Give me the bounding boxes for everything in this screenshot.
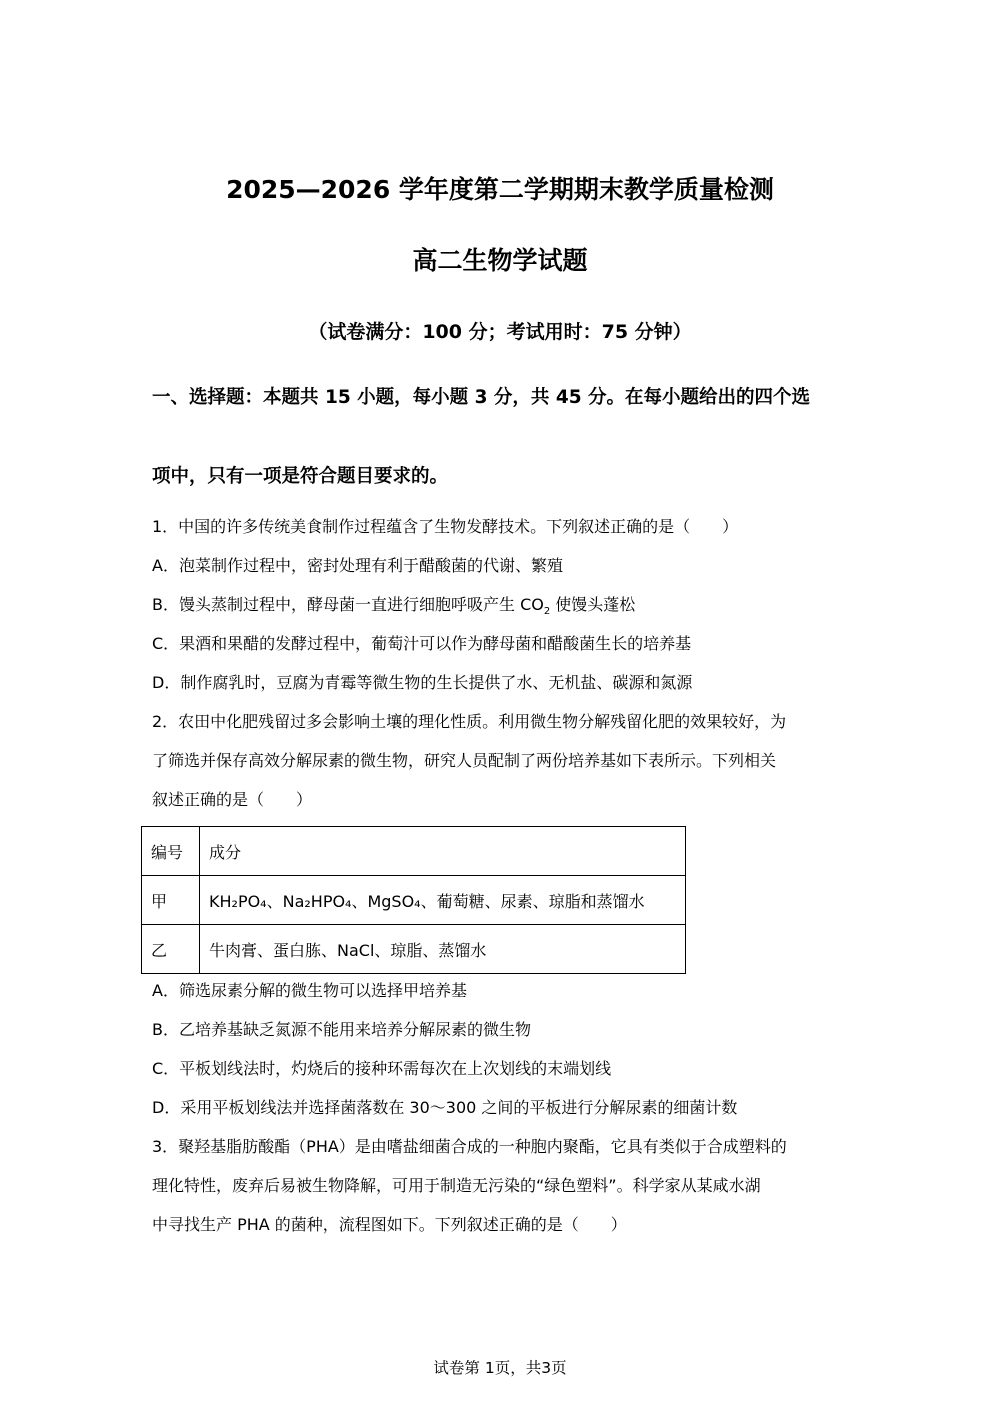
q1-option-c: C．果酒和果醋的发酵过程中，葡萄汁可以作为酵母菌和醋酸菌生长的培养基 xyxy=(152,634,692,653)
q1-option-b-tail: 使馒头蓬松 xyxy=(550,595,636,614)
q1-option-b-subscript: 2 xyxy=(543,606,551,618)
table-header-row xyxy=(142,827,686,876)
q2-stem-line-2: 了筛选并保存高效分解尿素的微生物，研究人员配制了两份培养基如下表所示。下列相关 xyxy=(152,751,777,770)
table-row xyxy=(142,925,686,974)
table-row-1-id: 甲 xyxy=(142,876,200,925)
table-row-2-id: 乙 xyxy=(142,925,200,974)
q3-stem-line-1: 3．聚羟基脂肪酸酯（PHA）是由嗜盐细菌合成的一种胞内聚酯，它具有类似于合成塑料的 xyxy=(152,1137,787,1156)
section-heading-line-2: 项中，只有一项是符合题目要求的。 xyxy=(152,466,449,487)
q1-option-b-text: B．馒头蒸制过程中，酵母菌一直进行细胞呼吸产生 CO xyxy=(152,595,544,614)
q1-stem: 1．中国的许多传统美食制作过程蕴含了生物发酵技术。下列叙述正确的是（ ） xyxy=(152,517,739,536)
q2-option-a: A．筛选尿素分解的微生物可以选择甲培养基 xyxy=(152,981,467,1000)
q2-option-c: C．平板划线法时，灼烧后的接种环需每次在上次划线的末端划线 xyxy=(152,1059,612,1078)
q1-option-b xyxy=(152,594,635,623)
q1-option-a: A．泡菜制作过程中，密封处理有利于醋酸菌的代谢、繁殖 xyxy=(152,556,563,575)
culture-medium-table xyxy=(141,826,686,974)
exam-title: 2025—2026 学年度第二学期期末教学质量检测 xyxy=(226,175,774,204)
q1-option-d: D．制作腐乳时，豆腐为青霉等微生物的生长提供了水、无机盐、碳源和氮源 xyxy=(152,673,693,692)
q2-stem-line-1: 2．农田中化肥残留过多会影响土壤的理化性质。利用微生物分解残留化肥的效果较好，为 xyxy=(152,712,787,731)
table-header-id: 编号 xyxy=(142,827,200,876)
table-row-1-content: KH₂PO₄、Na₂HPO₄、MgSO₄、葡萄糖、尿素、琼脂和蒸馏水 xyxy=(200,876,686,925)
table-header-content: 成分 xyxy=(200,827,686,876)
exam-info: （试卷满分：100 分；考试用时：75 分钟） xyxy=(308,321,692,343)
exam-subject: 高二生物学试题 xyxy=(412,246,588,275)
q2-option-d: D．采用平板划线法并选择菌落数在 30～300 之间的平板进行分解尿素的细菌计数 xyxy=(152,1098,738,1117)
q2-stem-line-3: 叙述正确的是（ ） xyxy=(152,790,313,809)
section-heading-line-1: 一、选择题：本题共 15 小题，每小题 3 分，共 45 分。在每小题给出的四个选 xyxy=(152,387,811,408)
q3-stem-line-2: 理化特性，废弃后易被生物降解，可用于制造无污染的“绿色塑料”。科学家从某咸水湖 xyxy=(152,1176,761,1195)
table-row-2-content: 牛肉膏、蛋白胨、NaCl、琼脂、蒸馏水 xyxy=(200,925,686,974)
q2-option-b: B．乙培养基缺乏氮源不能用来培养分解尿素的微生物 xyxy=(152,1020,531,1039)
table-row xyxy=(142,876,686,925)
q3-stem-line-3: 中寻找生产 PHA 的菌种，流程图如下。下列叙述正确的是（ ） xyxy=(152,1215,627,1234)
page-number: 试卷第 1页，共3页 xyxy=(433,1359,567,1377)
